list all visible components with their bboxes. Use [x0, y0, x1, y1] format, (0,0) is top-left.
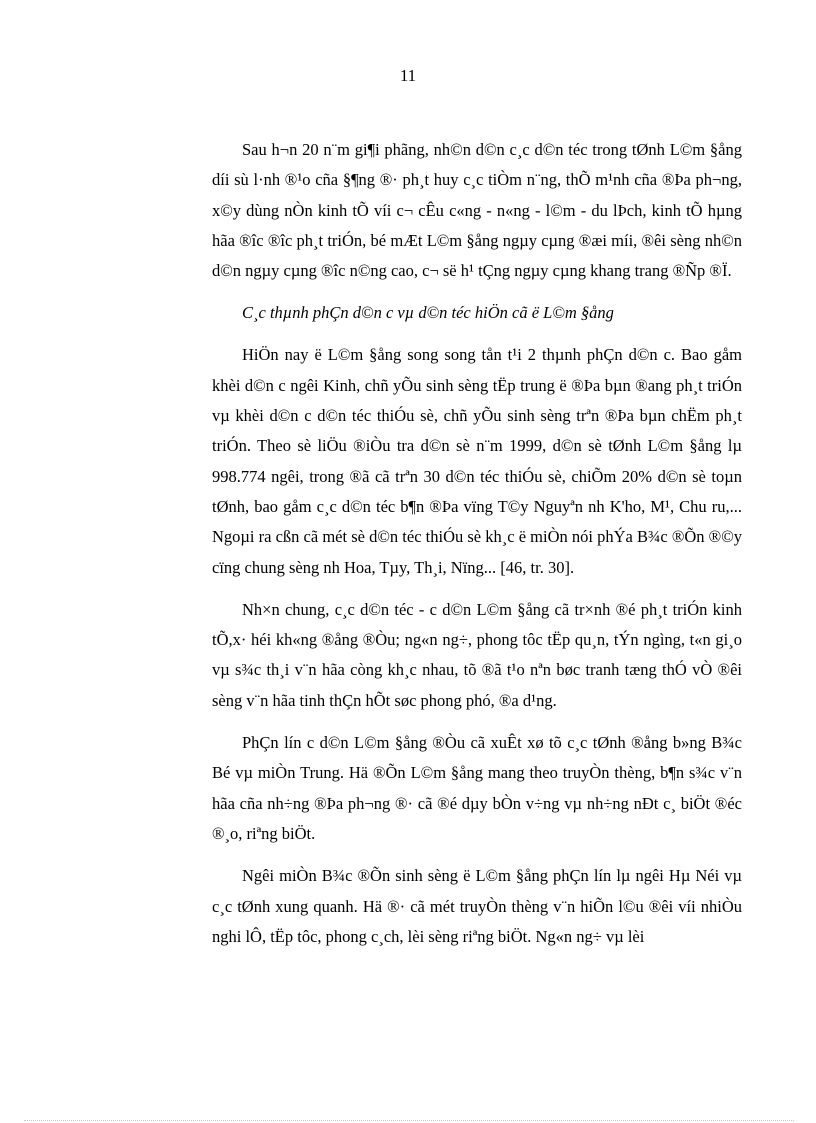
body-text: [212, 135, 742, 964]
page-bottom-divider: [24, 1120, 794, 1121]
section-heading: C¸c thµnh phÇn d©n c vµ d©n téc hiÖn cã ë L©m §ång: [242, 303, 614, 323]
paragraph-2: HiÖn nay ë L©m §ång song song tån t¹i 2 thµnh phÇn d©n c. Bao gåm khèi d©n c ngêi Kinh, chñ yÕu sinh sèng tËp trung ë ®Þa bµn ®ang ph¸t triÓn vµ khèi d©n c d©n téc thiÓu sè, chñ yÕu sinh sèng trªn ®Þa bµn chËm ph¸t triÓn. Theo sè liÖu ®iÒu tra d©n sè n¨m 1999, d©n sè tØnh L©m §ång lµ 998.774 ngêi, trong ®ã cã trªn 30 d©n téc thiÓu sè, chiÕm 20% d©n sè toµn tØnh, bao gåm c¸c d©n téc b¶n ®Þa vïng T©y Nguyªn nh K'ho, M¹, Chu ru,... Ngoµi ra cßn cã mét sè d©n téc thiÓu sè kh¸c ë miÒn nói phÝa B¾c ®Õn ®©y cïng chung sèng nh Hoa, Tµy, Th¸i, Nïng... [46, tr. 30].: [212, 345, 742, 577]
paragraph-5: Ngêi miÒn B¾c ®Õn sinh sèng ë L©m §ång phÇn lín lµ ngêi Hµ Néi vµ c¸c tØnh xung quanh. Hä ®· cã mét truyÒn thèng v¨n hiÕn l©u ®êi víi nhiÒu nghi lÔ, tËp tôc, phong c¸ch, lèi sèng riªng biÖt. Ng«n ng÷ vµ lèi: [212, 866, 742, 946]
paragraph-1: Sau h¬n 20 n¨m gi¶i phãng, nh©n d©n c¸c d©n téc trong tØnh L©m §ång díi sù l·nh ®¹o cña §¶ng ®· ph¸t huy c¸c tiÒm n¨ng, thÕ m¹nh cña ®Þa ph¬ng, x©y dùng nÒn kinh tÕ víi c¬ cÊu c«ng - n«ng - l©m - du lÞch, kinh tÕ hµng hãa ®îc ®îc ph¸t triÓn, bé mÆt L©m §ång ngµy cµng ®æi míi, ®êi sèng nh©n d©n ngµy cµng ®îc n©ng cao, c¬ së h¹ tÇng ngµy cµng khang trang ®Ñp ®Ï.: [212, 140, 742, 281]
page-number: 11: [399, 66, 417, 85]
paragraph-3: Nh×n chung, c¸c d©n téc - c d©n L©m §ång cã tr×nh ®é ph¸t triÓn kinh tÕ,x· héi kh«ng ®ång ®Òu; ng«n ng÷, phong tôc tËp qu¸n, tÝn ngìng, t«n gi¸o vµ s¾c th¸i v¨n hãa còng kh¸c nhau, tõ ®ã t¹o nªn bøc tranh tæng thÓ vÒ ®êi sèng v¨n hãa tinh thÇn hÕt søc phong phó, ®a d¹ng.: [212, 599, 742, 710]
paragraph-4: PhÇn lín c d©n L©m §ång ®Òu cã xuÊt xø tõ c¸c tØnh ®ång b»ng B¾c Bé vµ miÒn Trung. Hä ®Õn L©m §ång mang theo truyÒn thèng, b¶n s¾c v¨n hãa cña nh÷ng ®Þa ph¬ng ®· cã ®é dµy bÒn v÷ng vµ nh÷ng nÐt c¸ biÖt ®éc ®¸o, riªng biÖt.: [212, 733, 742, 843]
